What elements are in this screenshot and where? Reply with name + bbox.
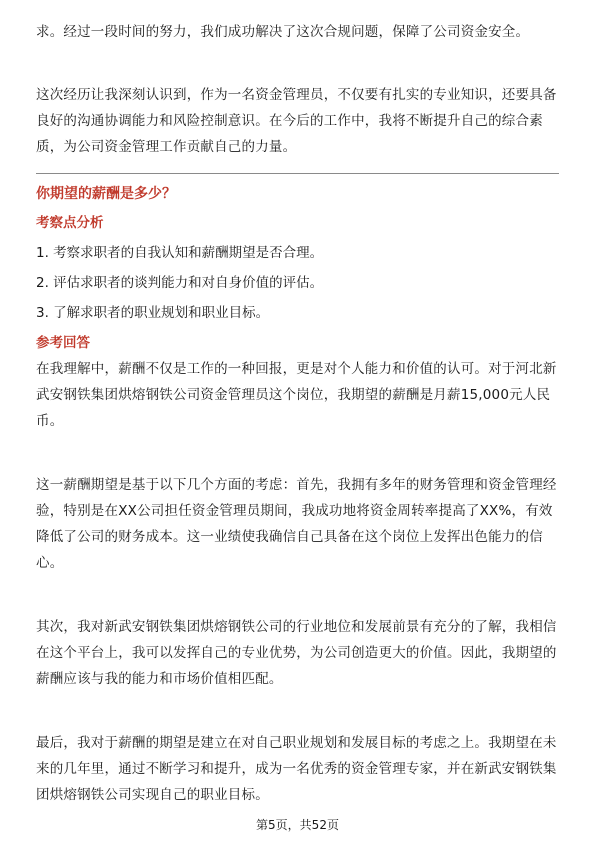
answer-paragraph: 在我理解中，薪酬不仅是工作的一种回报，更是对个人能力和价值的认可。对于河北新武安钢铁集团烘熔钢铁公司资金管理员这个岗位，我期望的薪酬是月薪15,000元人民币。 — [36, 361, 557, 429]
analysis-title: 考察点分析 — [36, 215, 104, 231]
list-item: 1. 考察求职者的自我认知和薪酬期望是否合理。 — [36, 245, 324, 261]
answer-paragraph: 最后，我对于薪酬的期望是建立在对自己职业规划和发展目标的考虑之上。我期望在未来的几年里，通过不断学习和提升，成为一名优秀的资金管理专家，并在新武安钢铁集团烘熔钢铁公司实现自己的职业目标。 — [36, 735, 557, 803]
list-item: 3. 了解求职者的职业规划和职业目标。 — [36, 305, 270, 321]
answer-paragraph: 这一薪酬期望是基于以下几个方面的考虑：首先，我拥有多年的财务管理和资金管理经验，特别是在XX公司担任资金管理员期间，我成功地将资金周转率提高了XX%，有效降低了公司的财务成本。这一业绩使我确信自己具备在这个岗位上发挥出色能力的信心。 — [36, 477, 557, 571]
answer-paragraph: 其次，我对新武安钢铁集团烘熔钢铁公司的行业地位和发展前景有充分的了解，我相信在这个平台上，我可以发挥自己的专业优势，为公司创造更大的价值。因此，我期望的薪酬应该与我的能力和市场价值相匹配。 — [36, 619, 557, 687]
question-heading: 你期望的薪酬是多少？ — [36, 186, 176, 202]
section-divider — [36, 173, 559, 174]
analysis-list — [36, 238, 323, 328]
answer-title: 参考回答 — [36, 335, 90, 351]
paragraph-reflection: 这次经历让我深刻认识到，作为一名资金管理员，不仅要有扎实的专业知识，还要具备良好的沟通协调能力和风险控制意识。在今后的工作中，我将不断提升自己的综合素质，为公司资金管理工作贡献自己的力量。 — [36, 87, 557, 155]
paragraph-intro-end: 求。经过一段时间的努力，我们成功解决了这次合规问题，保障了公司资金安全。 — [36, 24, 530, 40]
page-number: 第5页，共52页 — [256, 818, 339, 832]
list-item: 2. 评估求职者的谈判能力和对自身价值的评估。 — [36, 275, 324, 291]
